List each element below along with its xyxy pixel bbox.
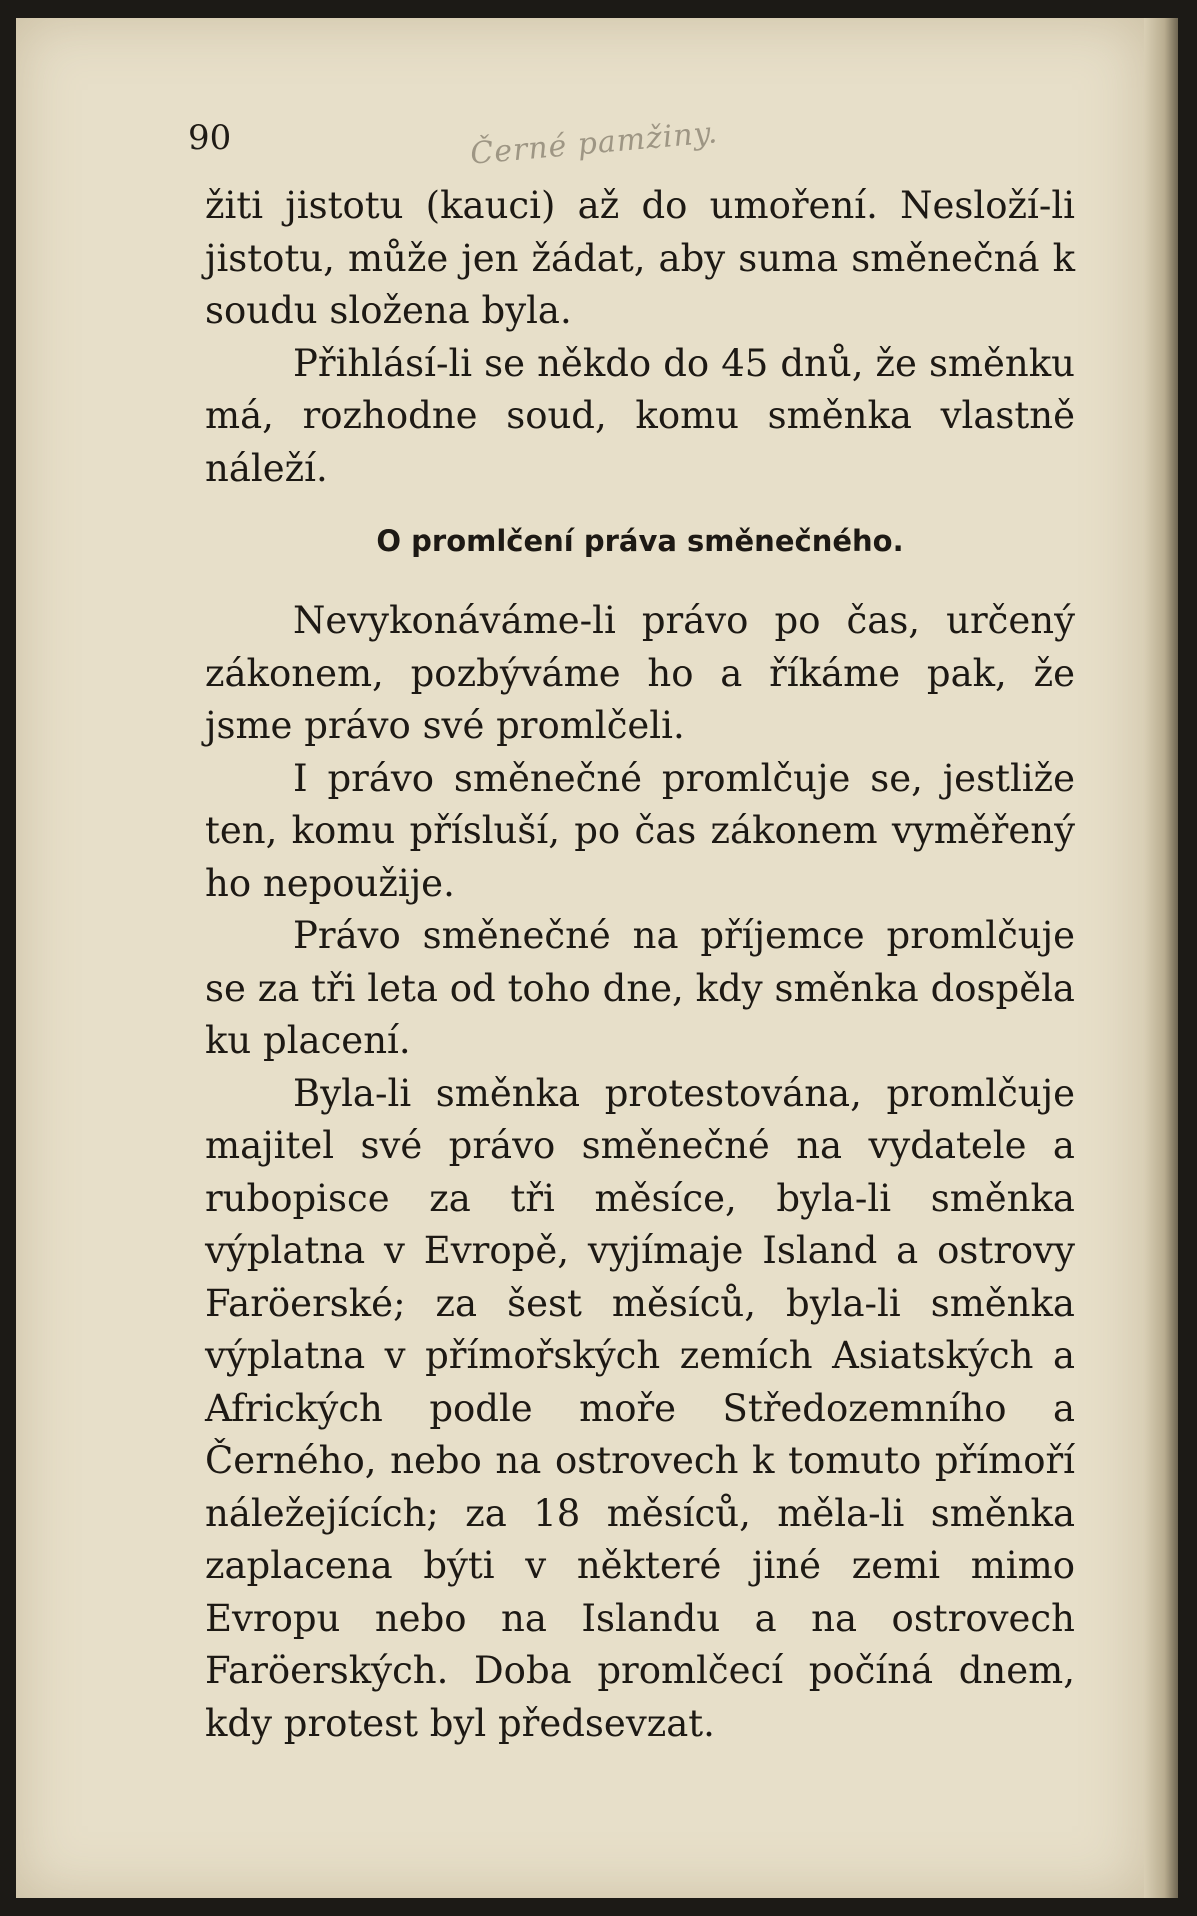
paragraph: Nevykonáváme-li právo po čas, určený zákonem, pozbýváme ho a říkáme pak, že jsme právo své promlčeli. — [205, 599, 1075, 747]
paragraph: Přihlásí-li se někdo do 45 dnů, že směnku má, rozhodne soud, komu směnka vlastně náleží. — [205, 341, 1075, 490]
handwritten-margin-note: Černé pamžiny. — [468, 115, 720, 172]
page-number: 90 — [188, 118, 232, 158]
body-text — [205, 180, 1075, 1750]
page-edge — [1144, 18, 1178, 1898]
paragraph: Právo směnečné na příjemce promlčuje se za tři leta od toho dne, kdy směnka dospěla ku placení. — [205, 914, 1075, 1062]
paragraph: I právo směnečné promlčuje se, jestliže ten, komu přísluší, po čas zákonem vyměřený ho nepoužije. — [205, 756, 1075, 905]
paragraph-continuation: žiti jistotu (kauci) až do umoření. Nesloží-li jistotu, může jen žádat, aby suma směnečná k soudu složena byla. — [205, 184, 1075, 332]
paragraph: Byla-li směnka protestována, promlčuje majitel své právo směnečné na vydatele a rubopisce za tři měsíce, byla-li směnka výplatna v Evropě, vyjímaje Island a ostrovy Faröerské; za šest měsíců, byla-li směnka výplatna v přímořských zemích Asiatských a Afrických podle moře Středozemního a Černého, nebo na ostrovech k tomuto přímoří náležejících; za 18 měsíců, měla-li směnka zaplacena býti v některé jiné zemi mimo Evropu nebo na Islandu a na ostrovech Faröerských. Doba promlčecí počíná dnem, kdy protest byl předsevzat. — [205, 1071, 1075, 1745]
section-heading: O promlčení práva směnečného. — [376, 524, 904, 558]
